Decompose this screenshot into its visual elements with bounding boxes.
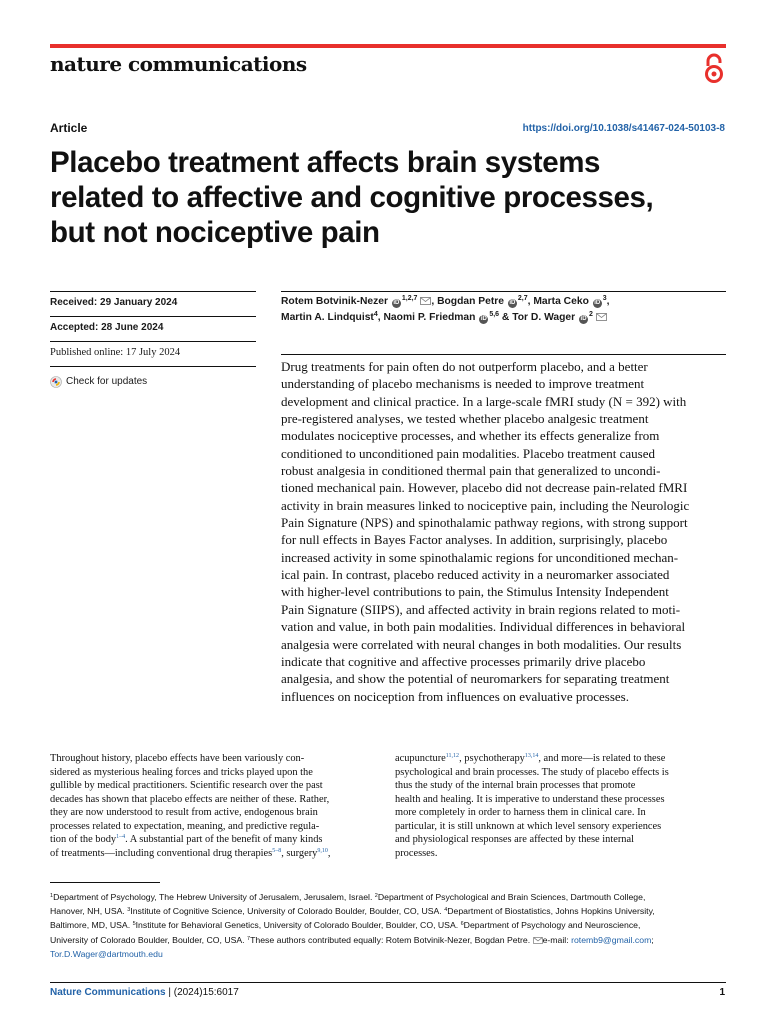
body-line: psychological and brain processes. The study of placebo effects is xyxy=(395,766,669,778)
author-name[interactable]: Marta Ceko xyxy=(533,296,589,307)
affiliation-text: Department of Psychology and Neuroscience, xyxy=(463,920,641,931)
affiliation-text: Institute of Cognitive Science, University of Colorado Boulder, Boulder, CO, USA. xyxy=(130,906,445,917)
affiliation-text: University of Colorado Boulder, Boulder, CO, USA. xyxy=(50,934,248,945)
title-line: related to affective and cognitive processes, xyxy=(50,181,654,214)
affiliation-text: Department of Psychological and Brain Sciences, Dartmouth College, xyxy=(377,892,646,902)
affiliation-number: 3 xyxy=(127,907,131,914)
article-dates xyxy=(50,291,256,391)
author-affiliation-ref: 4 xyxy=(373,311,378,318)
author-affiliation-ref: 2 xyxy=(589,311,593,318)
reference-link[interactable]: 13,14 xyxy=(524,753,539,759)
article-title xyxy=(50,145,740,250)
author-line: Rotem Botvinik-Nezer iD$^{1,2,7}$ , Bogdan Petre iD$^{2,7}$, Marta Ceko $iD^3$, xyxy=(281,295,610,307)
body-line: processes. xyxy=(395,847,438,859)
abstract-rule xyxy=(281,354,726,355)
check-for-updates-button[interactable] xyxy=(50,366,256,391)
body-text: , surgery xyxy=(281,847,318,859)
affiliations xyxy=(50,890,730,961)
body-text: . A substantial part of the benefit of many kinds xyxy=(125,834,323,845)
affiliation-number: 6 xyxy=(460,921,464,928)
check-for-updates-label: Check for updates xyxy=(66,376,148,387)
body-line xyxy=(50,833,380,847)
affiliation-number: 4 xyxy=(444,907,448,914)
abstract-line: analgesia were correlated with neural changes in both modalities. Our results xyxy=(281,636,682,652)
abstract-line: modulates nociceptive processes, and whether its effects generalize from xyxy=(281,428,660,444)
body-line: decades has shown that placebo effects are neither of these. Rather, xyxy=(50,793,330,805)
body-line: and physiological responses are affected by these internal xyxy=(395,834,634,845)
accepted-date: Accepted: 28 June 2024 xyxy=(50,316,256,341)
affiliation-text: Baltimore, MD, USA. xyxy=(50,920,133,931)
orcid-icon[interactable]: iD xyxy=(580,316,587,322)
abstract-line: understanding of placebo mechanisms is needed to improve treatment xyxy=(281,376,645,392)
body-text: , xyxy=(327,847,331,859)
affiliation-line xyxy=(50,933,730,947)
envelope-icon[interactable] xyxy=(596,313,607,321)
orcid-icon[interactable]: iD xyxy=(509,300,516,306)
body-column-right xyxy=(395,752,725,860)
abstract-line: Drug treatments for pain often do not outperform placebo, and a better xyxy=(281,359,648,374)
article-type: Article xyxy=(50,121,88,135)
body-line: processes related to expectation, meaning, and predictive regula- xyxy=(50,820,320,832)
abstract-line: increased activity in some spinothalamic regions for unconditioned mechan- xyxy=(281,549,679,565)
body-text: , and more—is related to these xyxy=(538,753,666,764)
affiliation-text: e-mail: xyxy=(542,934,572,945)
orcid-icon[interactable]: iD xyxy=(594,300,601,306)
open-access-icon[interactable] xyxy=(703,53,725,85)
abstract-line: robust analgesia in conditioned thermal pain that generalized to uncondi- xyxy=(281,463,661,479)
author-line: Martin A. Lindquist$^4$, Naomi P. Friedman iD$^{5,6}$ & Tor D. Wager $iD^2$ xyxy=(281,310,726,326)
reference-link[interactable]: 1–4 xyxy=(116,834,126,840)
body-line: sidered as mysterious healing forces and tricks played upon the xyxy=(50,766,313,778)
author-name[interactable]: Rotem Botvinik-Nezer xyxy=(281,296,388,307)
affiliation-number: 1 xyxy=(50,893,54,899)
body-line xyxy=(50,847,380,861)
abstract-line: pre-registered analyses, we tested whether placebo analgesic treatment xyxy=(281,411,649,427)
author-affiliation-ref: 1,2,7 xyxy=(401,295,418,302)
email-link[interactable]: rotemb9@gmail.com xyxy=(571,934,652,945)
author-affiliation-ref: 2,7 xyxy=(517,295,528,302)
received-date: Received: 29 January 2024 xyxy=(50,291,256,316)
abstract-line: activity in brain measures linked to nociceptive pain, including the Neurologic xyxy=(281,497,690,513)
abstract-line: Pain Signature (SIIPS), and affected activity in brain regions related to moti- xyxy=(281,601,681,617)
body-line: more completely in order to harness them in clinical care. In xyxy=(395,807,646,818)
author-name[interactable]: Bogdan Petre xyxy=(437,296,505,307)
body-text: of treatments—including conventional drug therapies xyxy=(50,847,273,859)
affiliation-line xyxy=(50,947,730,961)
footer-journal xyxy=(50,987,239,998)
body-column-left xyxy=(50,752,380,860)
header-rule xyxy=(50,44,726,48)
abstract-line: vation and value, in both pain modalities. Individual differences in behavioral xyxy=(281,619,686,635)
body-text: , psychotherapy xyxy=(459,753,525,764)
affiliation-text: These authors contributed equally: Rotem Botvinik-Nezer, Bogdan Petre. xyxy=(250,934,533,945)
reference-link[interactable]: 11,12 xyxy=(445,753,460,759)
body-line: gullible by medical practitioners. Scientific research over the past xyxy=(50,780,323,791)
title-line: but not nociceptive pain xyxy=(50,216,380,249)
abstract-line: for null effects in Bayes Factor analyses. In addition, surprisingly, placebo xyxy=(281,532,668,548)
footnote-rule xyxy=(50,882,160,883)
check-for-updates-icon xyxy=(50,376,62,388)
reference-link[interactable]: 9,10 xyxy=(317,847,328,854)
affiliation-line xyxy=(50,904,730,918)
affiliation-line xyxy=(50,890,730,904)
abstract-line: analgesia, and show the potential of neuromarkers for separating treatment xyxy=(281,671,670,687)
body-line: Throughout history, placebo effects have been variously con- xyxy=(50,753,305,764)
body-line: health and healing. It is imperative to understand these processes xyxy=(395,793,665,805)
abstract-line: with higher-level contributions to pain, the Stimulus Intensity Independent xyxy=(281,584,669,600)
published-date: Published online: 17 July 2024 xyxy=(50,341,256,366)
page-number: 1 xyxy=(719,987,725,998)
body-text: tion of the body xyxy=(50,834,117,845)
reference-link[interactable]: 5–8 xyxy=(272,847,282,854)
affiliation-number: 5 xyxy=(132,921,136,928)
author-name[interactable]: Naomi P. Friedman xyxy=(383,312,476,323)
affiliation-text: ; xyxy=(651,934,654,945)
affiliation-text: Department of Biostatistics, Johns Hopkins University, xyxy=(447,906,655,917)
orcid-icon[interactable]: iD xyxy=(480,316,487,322)
title-line: Placebo treatment affects brain systems xyxy=(50,146,601,179)
body-line: particular, it is still unknown at which level sensory experiences xyxy=(395,820,662,832)
affiliation-text: Institute for Behavioral Genetics, University of Colorado Boulder, Boulder, CO, USA. xyxy=(135,920,461,931)
envelope-icon xyxy=(533,937,543,944)
footer-rule xyxy=(50,982,726,983)
affiliation-line xyxy=(50,918,730,932)
email-link[interactable]: Tor.D.Wager@dartmouth.edu xyxy=(50,948,163,959)
abstract xyxy=(281,358,731,705)
abstract-line: conditioned to unconditioned pain modalities. Placebo treatment caused xyxy=(281,445,656,461)
abstract-line: ical pain. In contrast, placebo reduced activity in a neuromarker associated xyxy=(281,567,670,583)
affiliation-text: Department of Psychology, The Hebrew University of Jerusalem, Jerusalem, Israel. xyxy=(53,892,375,902)
body-line: thus the study of the internal brain processes that promote xyxy=(395,780,636,791)
abstract-line: development and clinical practice. In a large-scale fMRI study (N = 392) with xyxy=(281,393,687,409)
affiliation-number: 7 xyxy=(247,935,251,942)
affiliation-text: Hanover, NH, USA. xyxy=(50,906,128,917)
orcid-icon[interactable]: iD xyxy=(393,300,400,306)
journal-name: nature communications xyxy=(50,52,307,76)
author-affiliation-ref: 5,6 xyxy=(489,311,500,318)
author-name[interactable]: Martin A. Lindquist xyxy=(281,312,374,323)
author-list xyxy=(281,294,726,326)
body-line: they are now understood to result from active, endogenous brain xyxy=(50,807,318,818)
author-name[interactable]: Tor D. Wager xyxy=(512,312,576,323)
abstract-line: Pain Signature (NPS) and spinothalamic pathway regions, with strong support xyxy=(281,515,688,531)
abstract-line: tioned mechanical pain. However, placebo did not decrease pain-related fMRI xyxy=(281,480,688,496)
abstract-line: influences on nociception from influences on evaluative processes. xyxy=(281,688,629,704)
envelope-icon[interactable] xyxy=(420,297,431,305)
body-text: acupuncture xyxy=(395,753,446,764)
footer-citation: | (2024)15:6017 xyxy=(165,987,239,998)
abstract-line: indicate that cognitive and affective processes primarily drive placebo xyxy=(281,653,646,669)
author-affiliation-ref: 3 xyxy=(602,295,607,302)
affiliation-number: 2 xyxy=(374,893,378,899)
footer-journal-name[interactable]: Nature Communications xyxy=(50,987,166,998)
body-line xyxy=(395,752,725,766)
doi-link[interactable]: https://doi.org/10.1038/s41467-024-50103-8 xyxy=(522,123,725,134)
authors-rule xyxy=(281,291,726,292)
